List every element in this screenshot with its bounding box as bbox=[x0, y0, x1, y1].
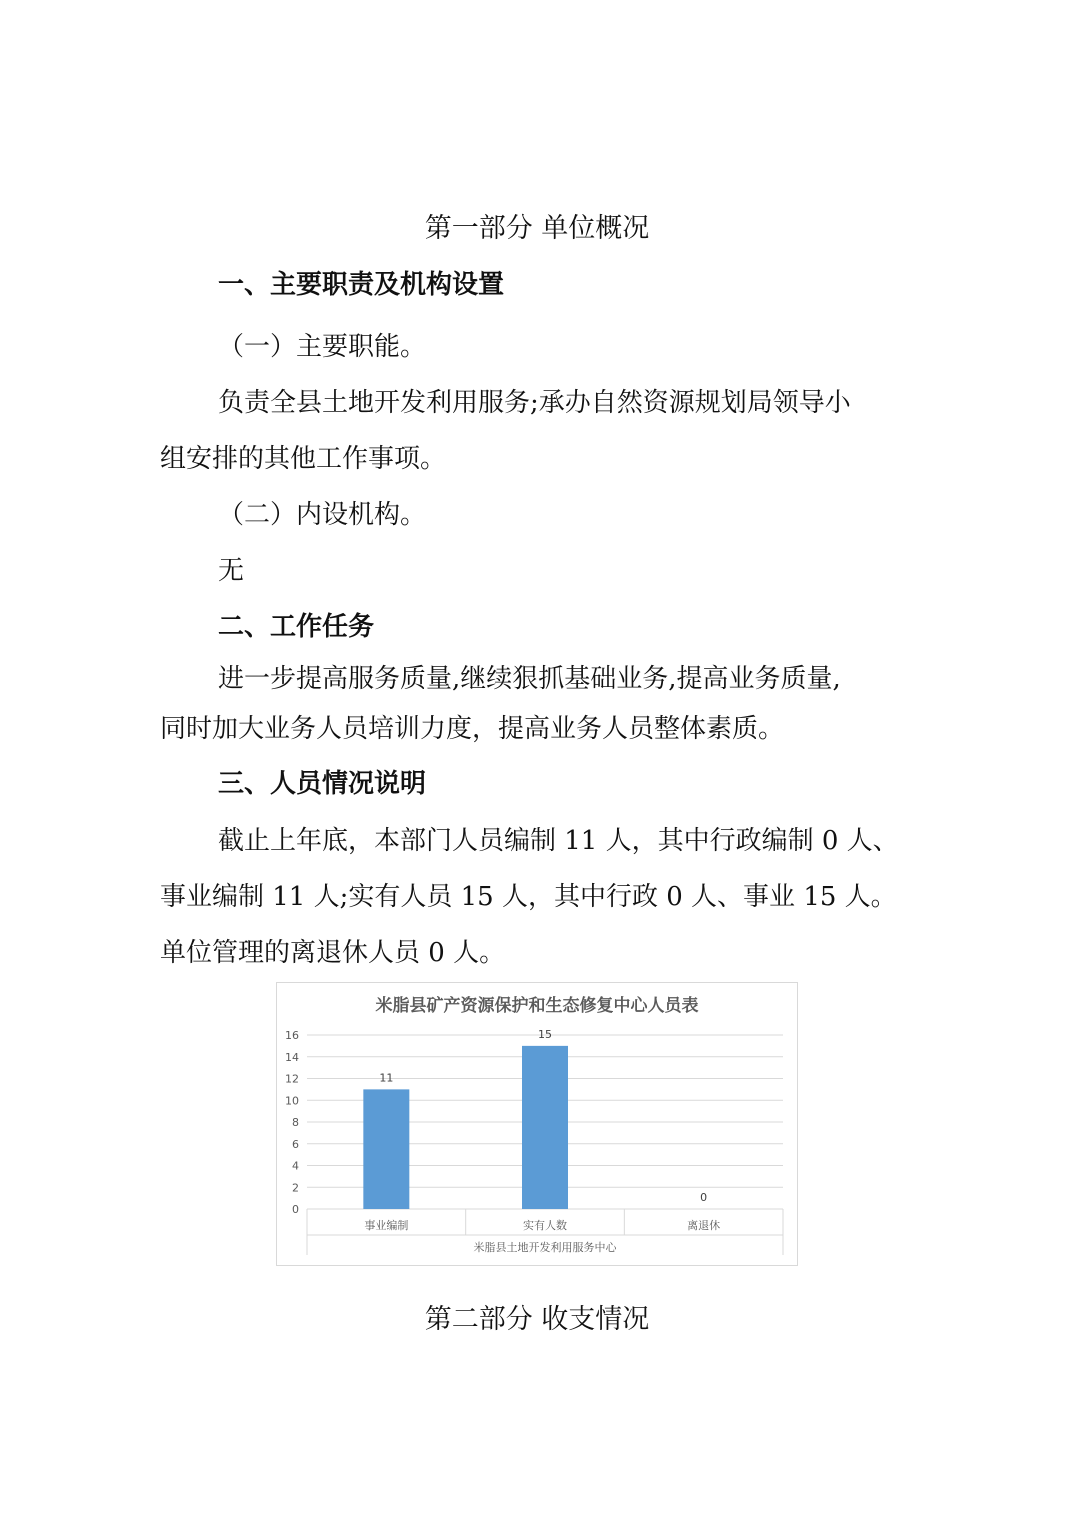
y-tick-label-0: 0 bbox=[292, 1203, 299, 1216]
data-label-2: 0 bbox=[700, 1191, 708, 1204]
section3-body-line2: 事业编制 11 人;实有人员 15 人，其中行政 0 人、事业 15 人。 bbox=[160, 882, 897, 912]
y-tick-label-5: 10 bbox=[285, 1094, 299, 1108]
chart-svg bbox=[277, 983, 797, 1265]
section1-heading: 一、主要职责及机构设置 bbox=[218, 270, 505, 300]
staff-bar-chart bbox=[276, 982, 798, 1266]
bar-0 bbox=[363, 1089, 409, 1209]
y-tick-label-1: 2 bbox=[292, 1181, 299, 1195]
part1-title: 第一部分 单位概况 bbox=[424, 213, 650, 244]
y-tick-label-7: 14 bbox=[285, 1050, 299, 1064]
category-label-0: 事业编制 bbox=[364, 1219, 409, 1232]
data-label-0: 11 bbox=[379, 1071, 394, 1085]
y-tick-label-4: 8 bbox=[292, 1116, 299, 1129]
subsection2-heading: （二）内设机构。 bbox=[218, 500, 427, 530]
y-tick-label-2: 4 bbox=[292, 1159, 299, 1173]
category-label-2: 离退休 bbox=[687, 1219, 721, 1232]
subsection1-heading: （一）主要职能。 bbox=[218, 332, 427, 362]
chart-y-ticks bbox=[285, 1029, 299, 1216]
section2-body-line1: 进一步提高服务质量,继续狠抓基础业务,提高业务质量, bbox=[218, 664, 841, 694]
section2-body-line2: 同时加大业务人员培训力度，提高业务人员整体素质。 bbox=[160, 714, 785, 744]
chart-title: 米脂县矿产资源保护和生态修复中心人员表 bbox=[375, 996, 699, 1016]
section3-body-line1: 截止上年底，本部门人员编制 11 人，其中行政编制 0 人、 bbox=[218, 826, 899, 856]
subsection1-body-line2: 组安排的其他工作事项。 bbox=[160, 444, 447, 474]
group-label: 米脂县土地开发利用服务中心 bbox=[473, 1241, 617, 1254]
part2-title: 第二部分 收支情况 bbox=[424, 1304, 650, 1335]
section3-body-line3: 单位管理的离退休人员 0 人。 bbox=[160, 938, 506, 968]
y-tick-label-8: 16 bbox=[285, 1029, 299, 1042]
section2-heading: 二、工作任务 bbox=[218, 612, 375, 642]
chart-bars bbox=[363, 1046, 568, 1209]
chart-x-axis bbox=[307, 1209, 783, 1255]
category-label-1: 实有人数 bbox=[523, 1219, 567, 1232]
data-label-1: 15 bbox=[538, 1027, 552, 1041]
section3-heading: 三、人员情况说明 bbox=[218, 769, 427, 799]
y-tick-label-3: 6 bbox=[292, 1137, 299, 1151]
subsection1-body-line1: 负责全县土地开发利用服务;承办自然资源规划局领导小 bbox=[218, 388, 851, 418]
subsection2-body: 无 bbox=[218, 556, 245, 586]
bar-1 bbox=[522, 1046, 568, 1209]
y-tick-label-6: 12 bbox=[285, 1072, 299, 1086]
